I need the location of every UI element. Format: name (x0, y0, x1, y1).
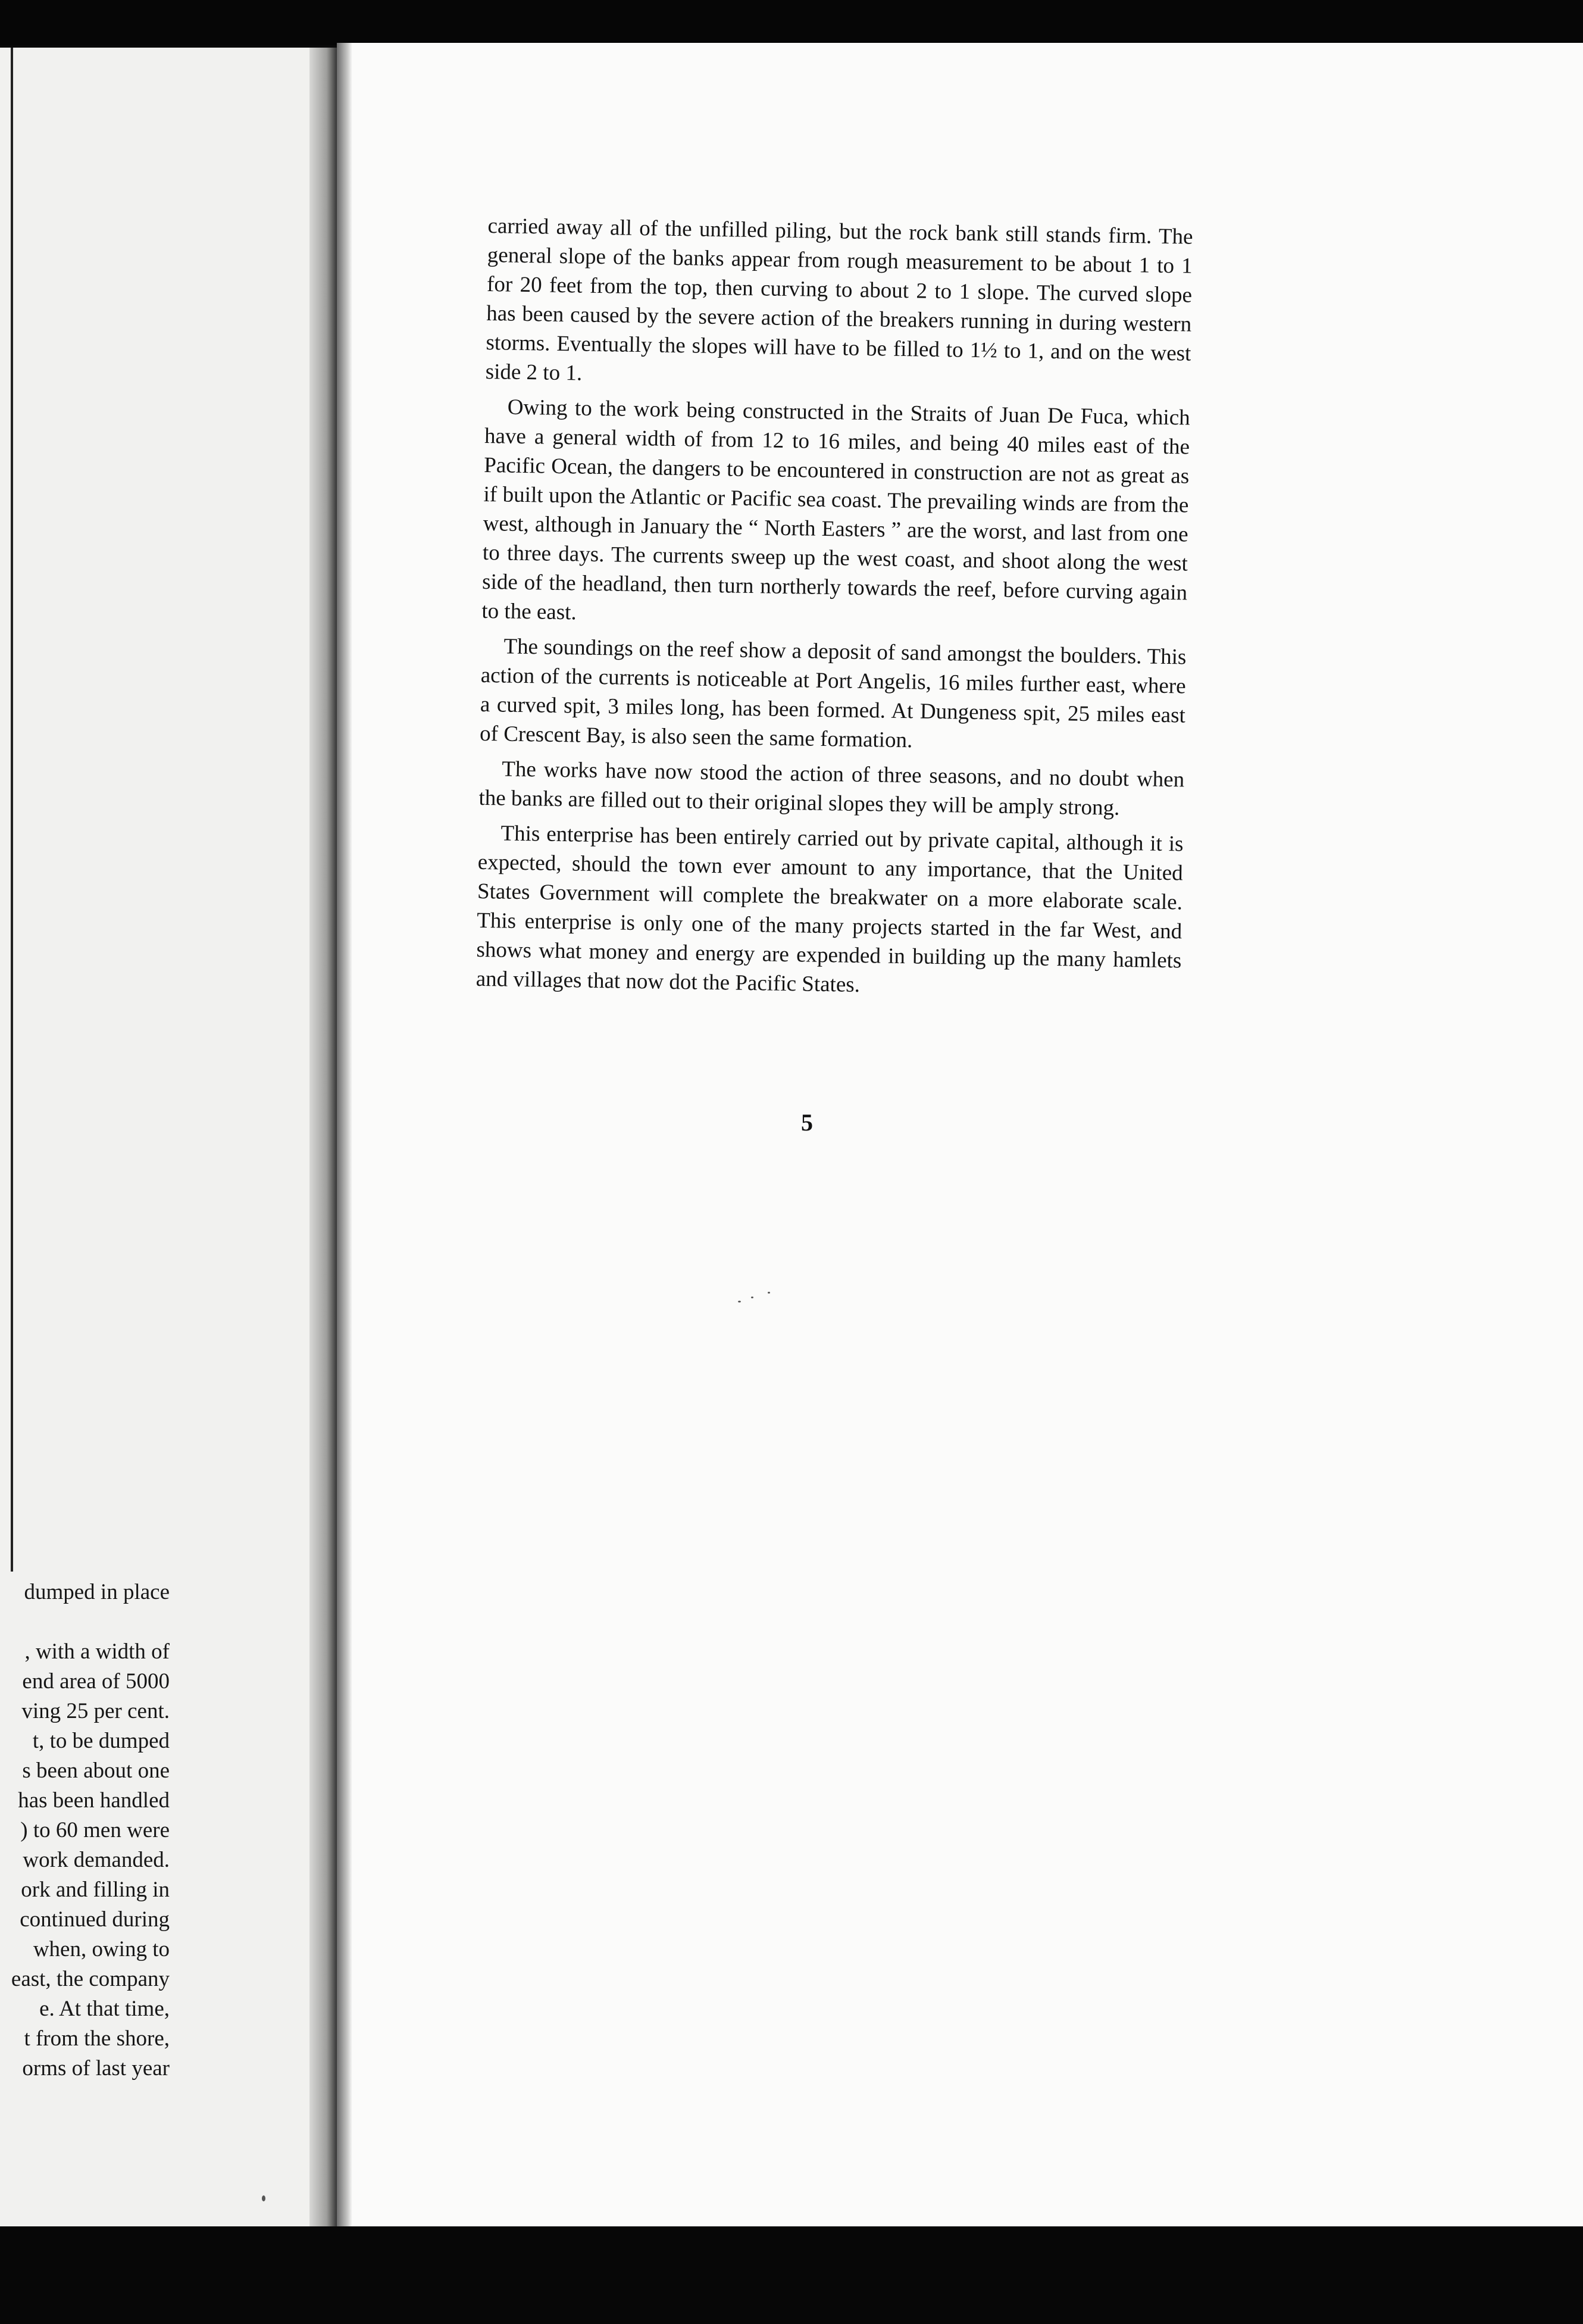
page-number: 5 (801, 1109, 813, 1136)
right-page-edge-shadow (337, 43, 352, 2234)
left-line: s been about one (22, 1758, 170, 1783)
scan-speck (262, 2195, 265, 2201)
scan-top-border (0, 0, 1583, 45)
left-line-gap (0, 1607, 170, 1637)
left-page-text (0, 1578, 170, 2084)
scan-speck (738, 1301, 741, 1302)
left-line: t from the shore, (24, 2026, 170, 2051)
left-line: t, to be dumped (32, 1729, 170, 1753)
left-line: ork and filling in (21, 1878, 170, 1902)
paragraph: Owing to the work being constructed in the Straits of Juan De Fuca, which have a general width of from 12 to 16 miles, and being 40 miles east of the Pacific Ocean, the dangers to be encountered in construction are not as great as if built upon the Atlantic or Pacific sea coast. The prevailing winds are from the west, although in January the “ North Easters ” are the worst, and last from one to three days. The currents sweep up the west coast, and shoot along the west side of the headland, then turn northerly towards the reef, before curving again to the east. (481, 395, 1191, 625)
paragraph: This enterprise has been entirely carried out by private capital, although it is expected, should the town ever amount to any importance, that the United States Government will complete the breakwater on a more elaborate scale. This enterprise is only one of the many projects started in the far West, and shows what money and energy are expended in building up the many hamlets and villages that now dot the Pacific States. (475, 821, 1184, 997)
left-line: east, the company (11, 1967, 170, 1991)
left-line: orms of last year (22, 2056, 170, 2081)
left-line: ving 25 per cent. (21, 1699, 170, 1723)
left-line: , with a width of (24, 1639, 170, 1664)
body-text (475, 211, 1193, 1010)
left-line: e. At that time, (39, 1997, 170, 2021)
left-line: has been handled (18, 1788, 170, 1813)
left-line: end area of 5000 (22, 1669, 170, 1694)
left-line: ) to 60 men were (20, 1818, 170, 1842)
left-line: work demanded. (23, 1848, 170, 1872)
left-illustration-frame (0, 48, 13, 1572)
scan-bottom-border (0, 2226, 1583, 2324)
scan-speck (751, 1297, 753, 1298)
left-line: continued during (20, 1907, 170, 1932)
scan-speck (768, 1292, 770, 1294)
paragraph: carried away all of the unfilled piling, but the rock bank still stands firm. The general slope of the banks appear from rough measurement to be about 1 to 1 for 20 feet from the top, then curving to about 2 to 1 slope. The curved slope has been caused by the severe action of the breakers running in during western storms. Eventually the slopes will have to be filled to 1½ to 1, and on the west side 2 to 1. (485, 213, 1193, 386)
book-gutter-shadow (309, 48, 338, 2238)
left-line: dumped in place (24, 1580, 170, 1604)
paragraph: The soundings on the reef show a deposit of sand amongst the boulders. This action of the currents is noticeable at Port Angelis, 16 miles further east, where a curved spit, 3 miles long, has been formed. At Dungeness spit, 25 miles east of Crescent Bay, is also seen the same formation. (479, 634, 1187, 753)
paragraph: The works have now stood the action of three seasons, and no doubt when the banks are filled out to their original slopes they will be amply strong. (478, 757, 1185, 820)
left-line: when, owing to (33, 1937, 170, 1961)
